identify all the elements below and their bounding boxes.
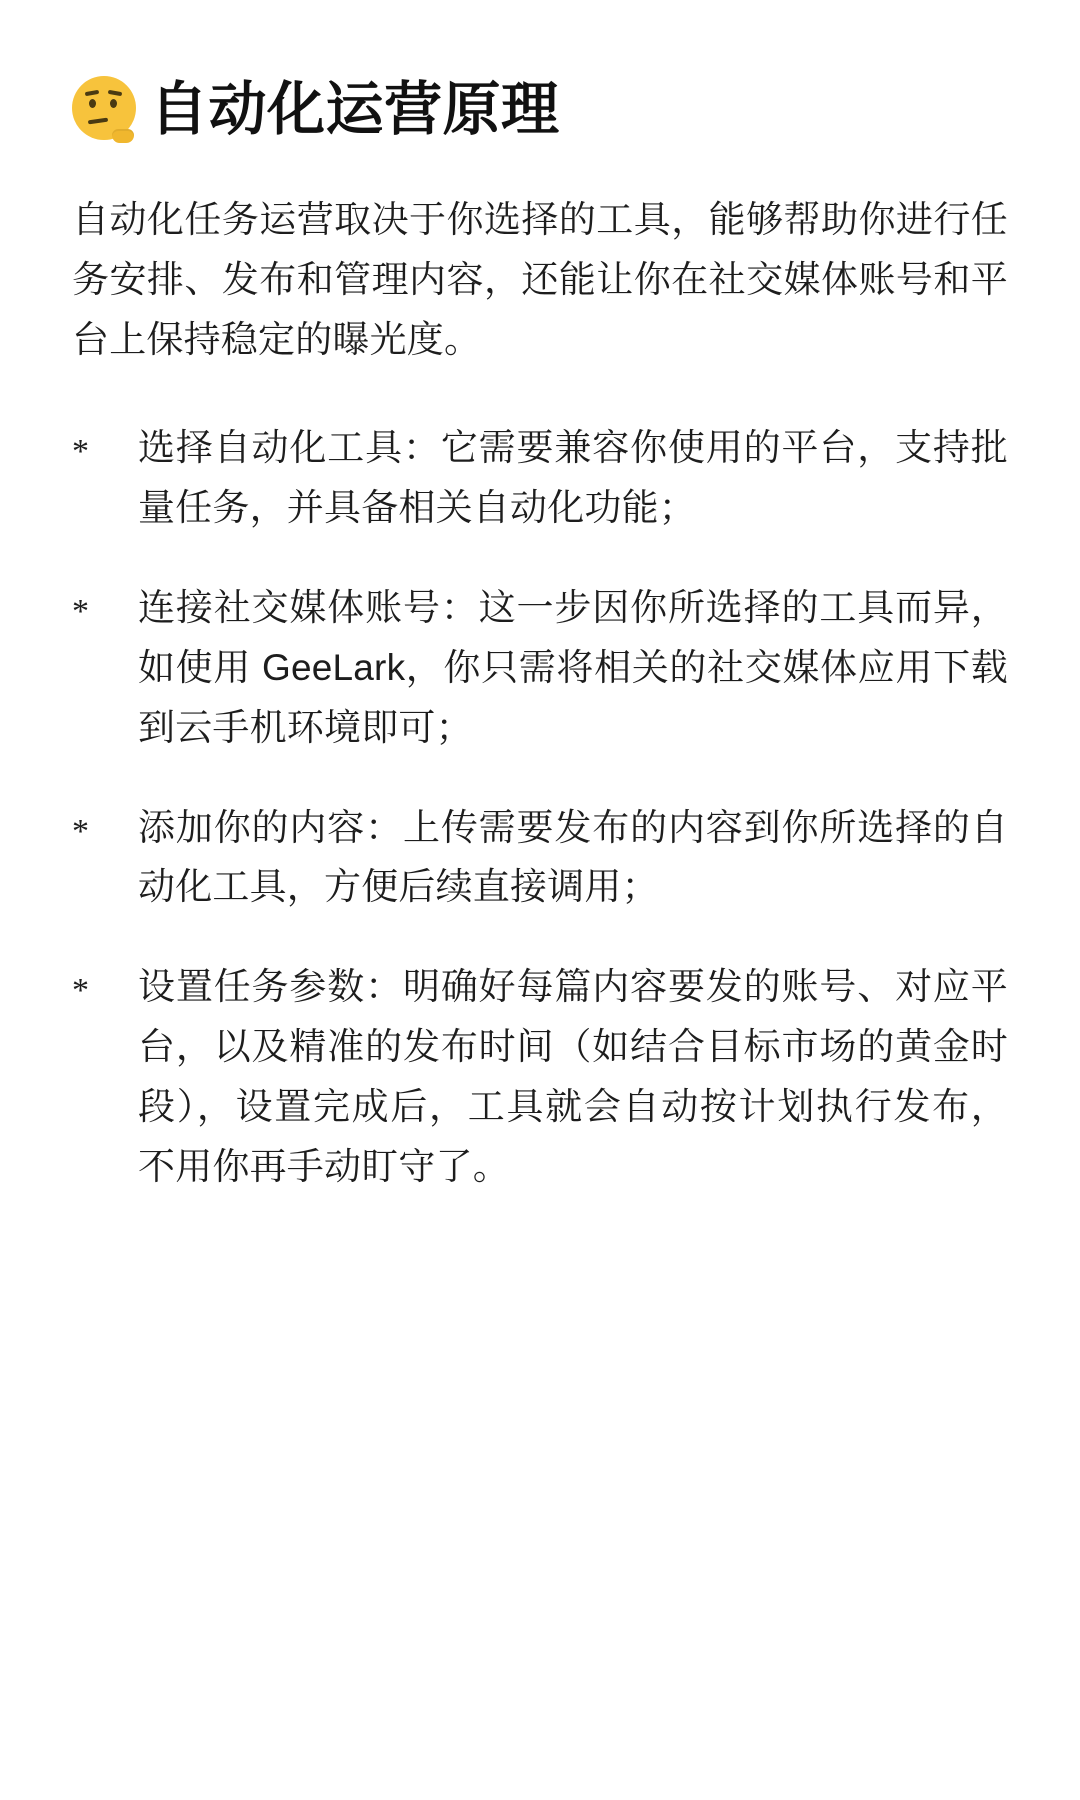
- page-title: 自动化运营原理: [150, 77, 560, 143]
- bullet-marker-icon: *: [72, 972, 89, 1010]
- list-item: [72, 418, 1008, 538]
- bullet-marker-icon: *: [72, 592, 89, 630]
- intro-paragraph: 自动化任务运营取决于你选择的工具，能够帮助你进行任务安排、发布和管理内容，还能让你在社交媒体账号和平台上保持稳定的曝光度。: [72, 199, 1008, 360]
- list-item: [72, 957, 1008, 1197]
- list-item-text: 选择自动化工具：它需要兼容你使用的平台，支持批量任务，并具备相关自动化功能；: [138, 426, 1008, 528]
- thinking-face-emoji: [72, 76, 140, 144]
- list-item-text: 添加你的内容：上传需要发布的内容到你所选择的自动化工具，方便后续直接调用；: [138, 806, 1008, 908]
- bullet-marker-icon: *: [72, 432, 89, 470]
- bullet-list: [72, 418, 1008, 1197]
- page-heading: [72, 76, 1008, 144]
- list-item: [72, 578, 1008, 758]
- list-item-text: 设置任务参数：明确好每篇内容要发的账号、对应平台，以及精准的发布时间（如结合目标市场的黄金时段），设置完成后，工具就会自动按计划执行发布，不用你再手动盯守了。: [138, 966, 1008, 1188]
- bullet-marker-icon: *: [72, 812, 89, 850]
- list-item-text: 连接社交媒体账号：这一步因你所选择的工具而异，如使用 GeeLark，你只需将相关的社交媒体应用下载到云手机环境即可；: [138, 586, 1008, 748]
- list-item: [72, 798, 1008, 918]
